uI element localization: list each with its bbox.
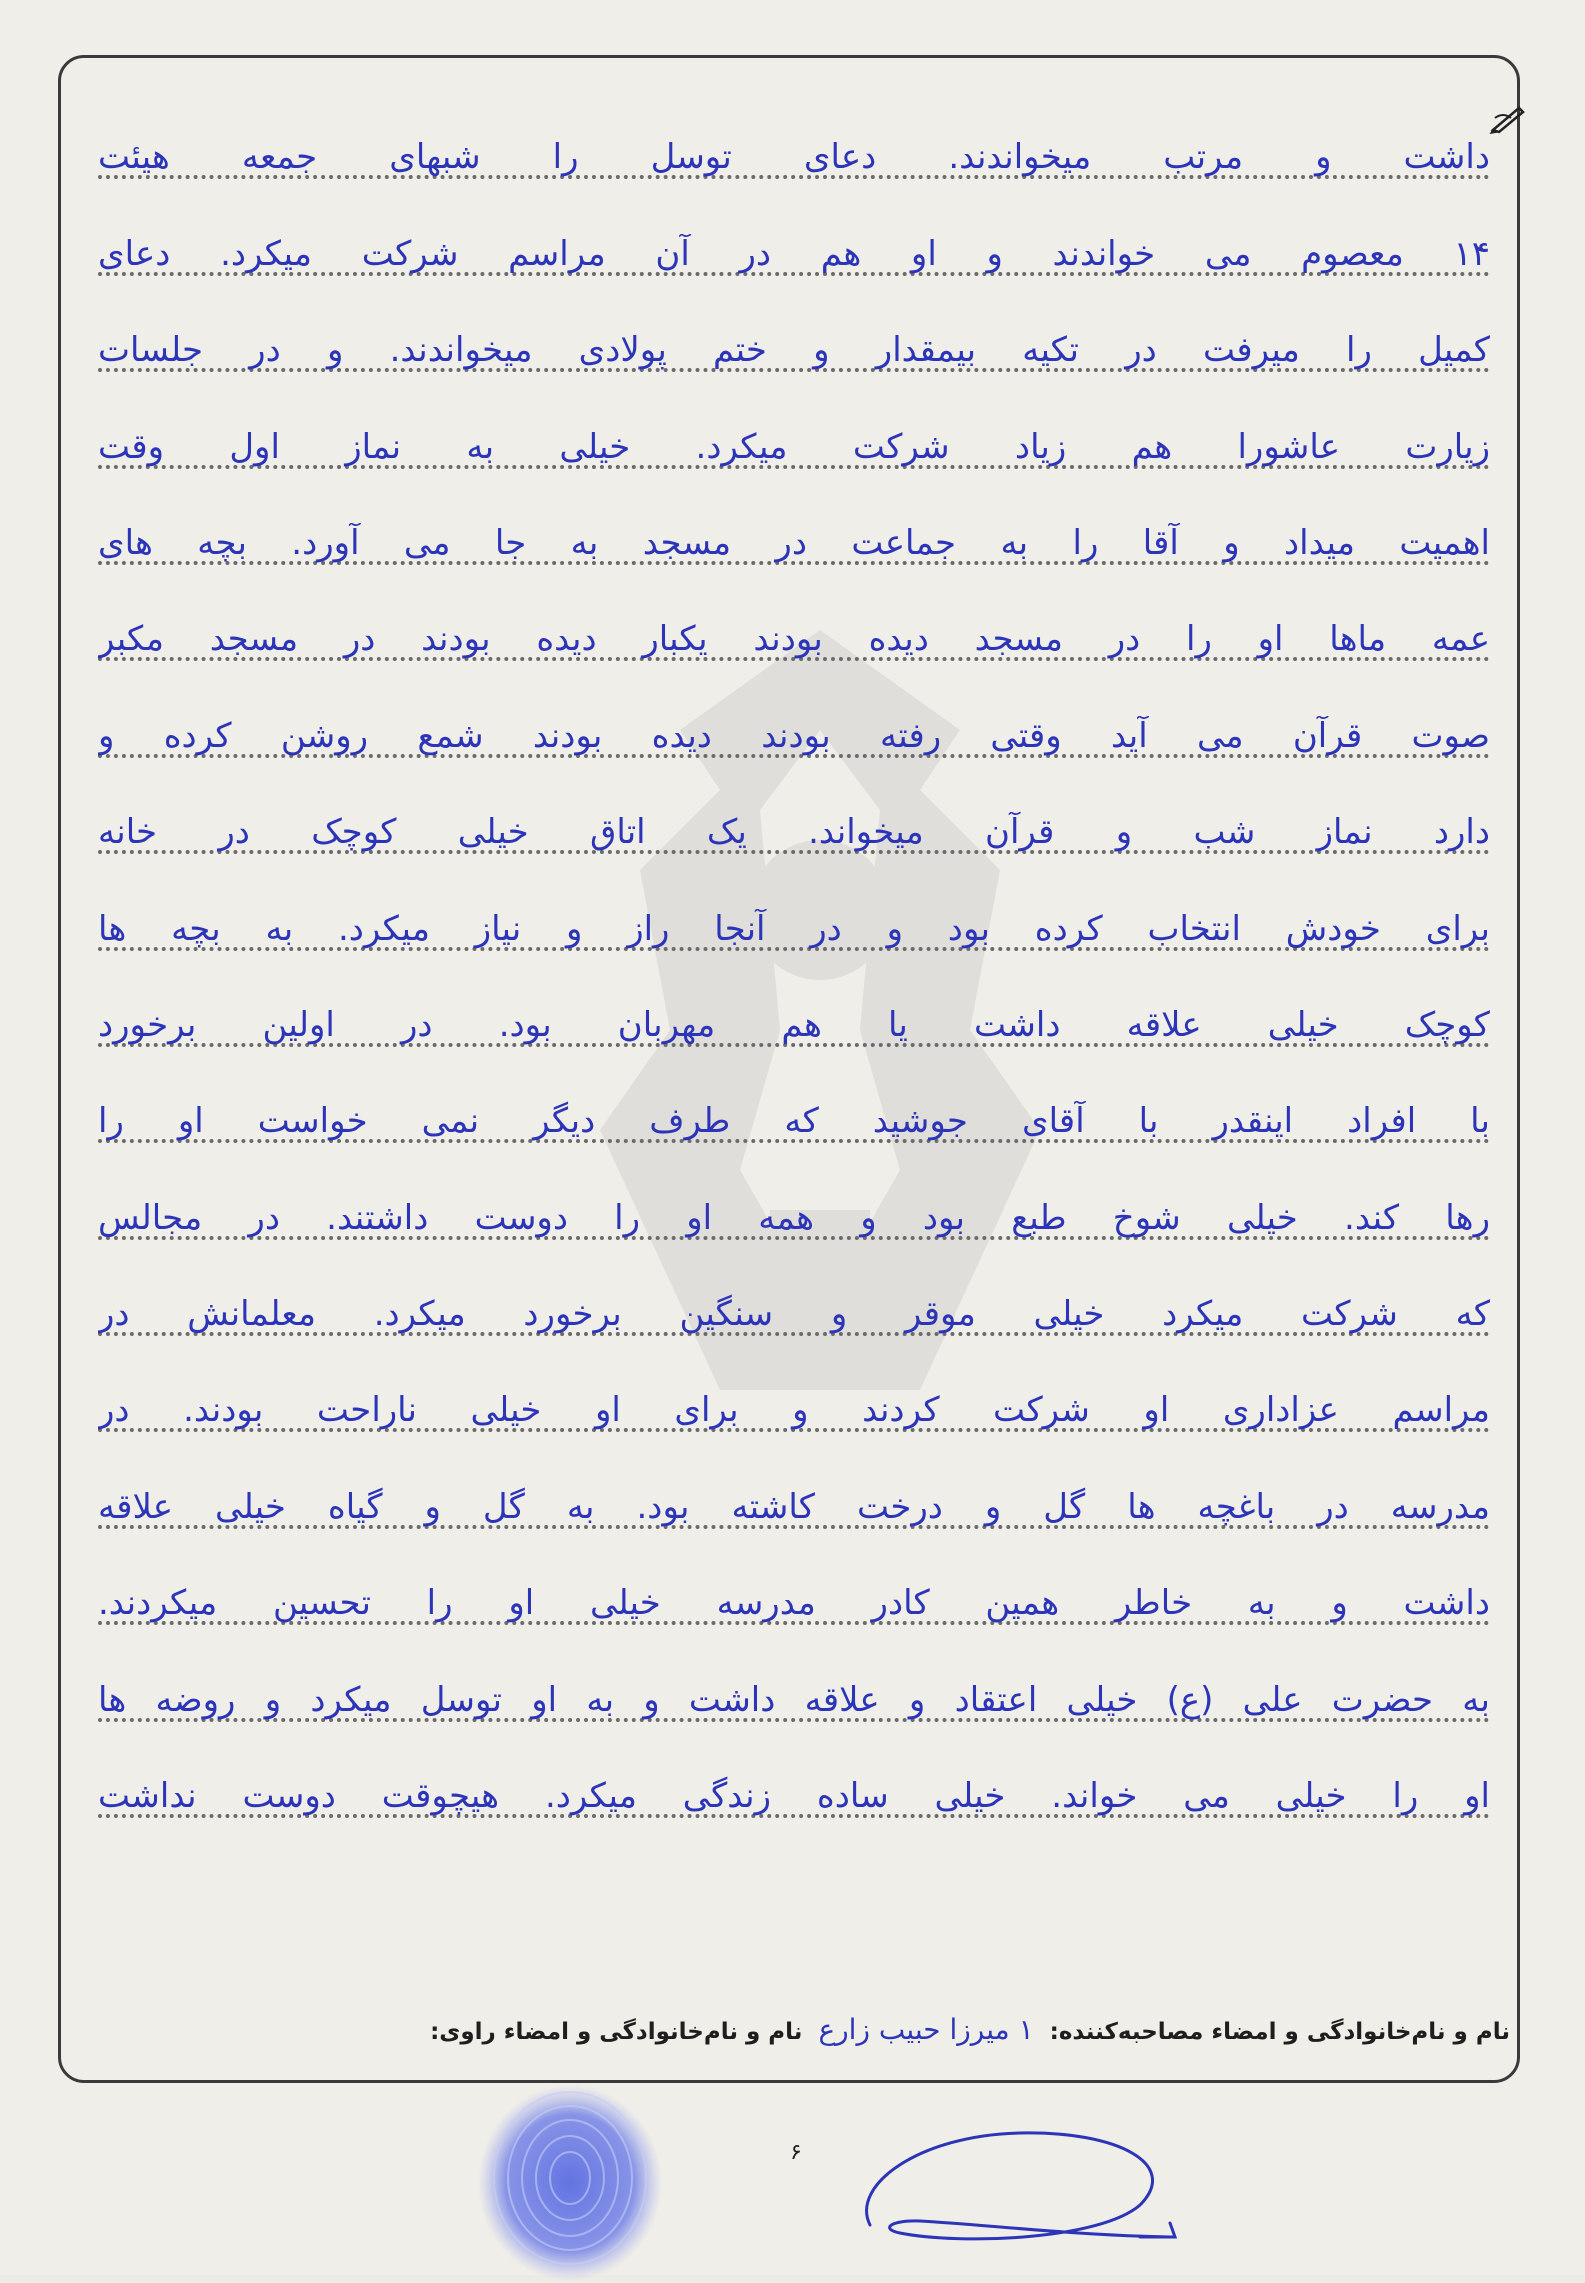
text-line: [98, 105, 1490, 201]
line-text: با افراد اینقدر با آقای جوشید که طرف دیگر نمی خواست او را: [98, 1101, 1490, 1142]
text-line: [98, 1744, 1490, 1840]
text-line: [98, 491, 1490, 587]
interviewer-label: نام و نام‌خانوادگی و امضاء مصاحبه‌کننده:: [1049, 2019, 1510, 2045]
text-line: [98, 394, 1490, 490]
line-text: برای خودش انتخاب کرده بود و در آنجا راز و نیاز میکرد. به بچه ها: [98, 908, 1490, 949]
text-line: [98, 201, 1490, 297]
line-text: ۱۴ معصوم می خواندند و او هم در آن مراسم شرکت میکرد. دعای: [98, 233, 1490, 274]
text-line: [98, 1647, 1490, 1743]
page-number: ۶: [790, 2140, 802, 2165]
line-text: صوت قرآن می آید وقتی رفته بودند دیده بودند شمع روشن کرده و: [98, 715, 1490, 756]
line-text: داشت و به خاطر همین کادر مدرسه خیلی او را تحسین میکردند.: [98, 1583, 1490, 1624]
text-line: [98, 587, 1490, 683]
line-text: به حضرت علی (ع) خیلی اعتقاد و علاقه داشت و به او توسل میکرد و روضه ها: [98, 1679, 1490, 1720]
signature-footer: [430, 2013, 1510, 2046]
fingerprint-stamp: [470, 2078, 670, 2283]
text-line: [98, 683, 1490, 779]
text-line: [98, 1551, 1490, 1647]
line-text: زیارت عاشورا هم زیاد شرکت میکرد. خیلی به نماز اول وقت: [98, 426, 1490, 467]
text-line: [98, 1069, 1490, 1165]
line-text: کمیل را میرفت در تکیه بیمقدار و ختم پولادی میخواندند. و در جلسات: [98, 330, 1490, 371]
text-line: [98, 1262, 1490, 1358]
line-text: مدرسه در باغچه ها گل و درخت کاشته بود. به گل و گیاه خیلی علاقه: [98, 1486, 1490, 1527]
line-text: داشت و مرتب میخواندند. دعای توسل را شبهای جمعه هیئت: [98, 137, 1490, 178]
text-line: [98, 1454, 1490, 1550]
line-text: که شرکت میکرد خیلی موقر و سنگین برخورد میکرد. معلمانش در: [98, 1294, 1490, 1335]
text-line: [98, 780, 1490, 876]
text-line: [98, 1358, 1490, 1454]
interviewer-name: ۱ میرزا حبیب زارع: [818, 2013, 1034, 2046]
pen-icon: [1489, 104, 1525, 134]
signature-scribble: [840, 2125, 1200, 2265]
line-text: اهمیت میداد و آقا را به جماعت در مسجد به جا می آورد. بچه های: [98, 522, 1490, 563]
line-text: دارد نماز شب و قرآن میخواند. یک اتاق خیلی کوچک در خانه: [98, 812, 1490, 853]
line-text: مراسم عزاداری او شرکت کردند و برای او خیلی ناراحت بودند. در: [98, 1390, 1490, 1431]
text-line: [98, 876, 1490, 972]
text-line: [98, 1165, 1490, 1261]
handwritten-lines: [98, 105, 1490, 1840]
text-line: [98, 973, 1490, 1069]
text-line: [98, 298, 1490, 394]
line-text: عمه ماها او را در مسجد دیده بودند یکبار دیده بودند در مسجد مکبر: [98, 619, 1490, 660]
line-text: کوچک خیلی علاقه داشت یا هم مهربان بود. در اولین برخورد: [98, 1004, 1490, 1045]
line-text: رها کند. خیلی شوخ طبع بود و همه او را دوست داشتند. در مجالس: [98, 1197, 1490, 1238]
line-text: او را خیلی می خواند. خیلی ساده زندگی میکرد. هیچوقت دوست نداشت: [98, 1776, 1490, 1817]
narrator-label: نام و نام‌خانوادگی و امضاء راوی:: [430, 2019, 803, 2045]
